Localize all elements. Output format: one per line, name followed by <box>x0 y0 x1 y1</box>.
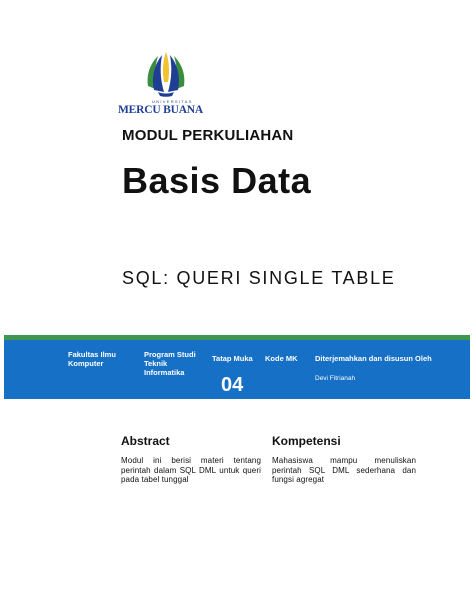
meeting-number: 04 <box>221 374 244 396</box>
meeting-label: Tatap Muka <box>212 354 253 363</box>
abstract-text: Modul ini berisi materi tentang perintah dalam SQL DML untuk queri pada tabel tunggal <box>121 456 261 484</box>
logo-university-name: MERCU BUANA <box>118 104 204 116</box>
author-name: Devi Fitrianah <box>315 375 356 382</box>
course-title: Basis Data <box>122 160 312 201</box>
module-label: MODUL PERKULIAHAN <box>122 127 294 144</box>
mercu-buana-emblem-icon <box>118 50 214 100</box>
university-logo <box>118 50 214 122</box>
competence-heading: Kompetensi <box>272 434 341 448</box>
competence-text: Mahasiswa mampu menuliskan perintah SQL DML sederhana dan fungsi agregat <box>272 456 416 484</box>
course-code-label: Kode MK <box>265 354 298 363</box>
faculty-label: Fakultas Ilmu Komputer <box>68 350 116 368</box>
abstract-heading: Abstract <box>121 434 170 448</box>
author-label: Diterjemahkan dan disusun Oleh <box>315 354 432 363</box>
course-info-band <box>4 340 470 399</box>
program-label: Program Studi Teknik Informatika <box>144 350 196 377</box>
module-topic: SQL: QUERI SINGLE TABLE <box>122 268 396 288</box>
logo-university-label: UNIVERSITAS <box>152 99 193 104</box>
